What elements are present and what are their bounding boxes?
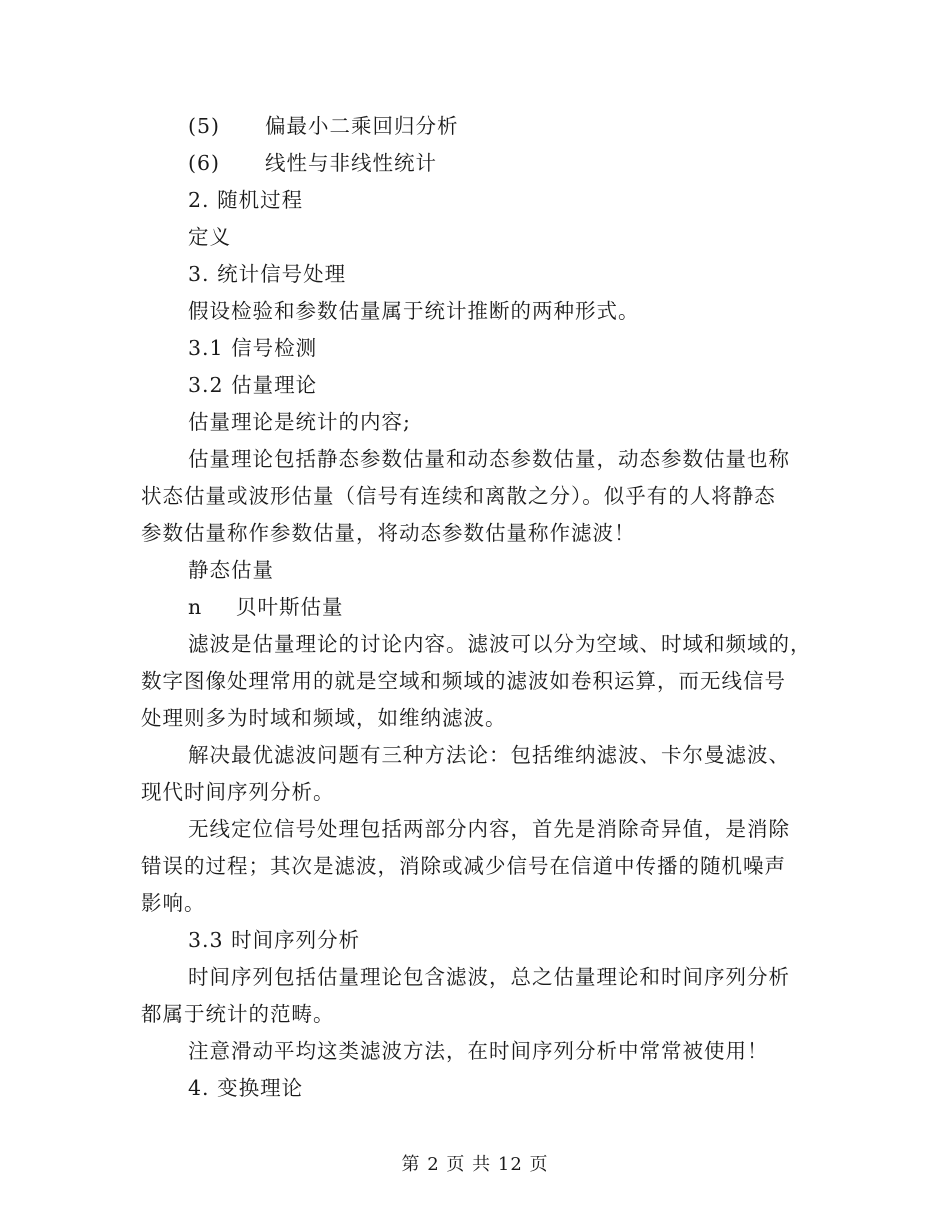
paragraph-line: 解决最优滤波问题有三种方法论：包括维纳滤波、卡尔曼滤波、 <box>188 743 790 767</box>
section-heading: 2. 随机过程 <box>188 188 304 212</box>
paragraph-line: 无线定位信号处理包括两部分内容，首先是消除奇异值，是消除 <box>188 817 790 841</box>
footer-suffix: 页 <box>529 1154 549 1175</box>
total-page-count: 12 <box>497 1154 523 1175</box>
paragraph-line: 影响。 <box>141 891 206 915</box>
subsection-heading: 3.1 信号检测 <box>188 336 318 360</box>
subsection-heading: 3.3 时间序列分析 <box>188 928 361 952</box>
paragraph-line: 现代时间序列分析。 <box>141 780 335 804</box>
paragraph-line: 处理则多为时域和频域，如维纳滤波。 <box>141 706 507 730</box>
subsection-heading: 3.2 估量理论 <box>188 373 318 397</box>
list-text: 偏最小二乘回归分析 <box>265 114 459 138</box>
paragraph-line: 时间序列包括估量理论包含滤波，总之估量理论和时间序列分析 <box>188 965 790 989</box>
list-item <box>188 150 437 176</box>
paragraph: 静态估量 <box>188 558 274 582</box>
paragraph-line: 状态估量或波形估量（信号有连续和离散之分）。似乎有的人将静态 <box>141 484 776 508</box>
current-page-number: 2 <box>427 1154 440 1175</box>
paragraph: 注意滑动平均这类滤波方法，在时间序列分析中常常被使用！ <box>188 1039 769 1063</box>
list-item <box>188 113 459 139</box>
paragraph-line: 数字图像处理常用的就是空域和频域的滤波如卷积运算，而无线信号 <box>141 669 786 693</box>
list-number: (6) <box>188 151 221 175</box>
paragraph: 假设检验和参数估量属于统计推断的两种形式。 <box>188 299 640 323</box>
list-text: 贝叶斯估量 <box>236 595 344 619</box>
section-heading: 3. 统计信号处理 <box>188 262 347 286</box>
page-footer <box>0 1153 950 1177</box>
paragraph-line: 错误的过程；其次是滤波，消除或减少信号在信道中传播的随机噪声 <box>141 854 786 878</box>
list-text: 线性与非线性统计 <box>265 151 437 175</box>
bullet-marker: n <box>188 595 203 619</box>
paragraph: 定义 <box>188 225 231 249</box>
paragraph-line: 滤波是估量理论的讨论内容。滤波可以分为空域、时域和频域的， <box>188 632 812 656</box>
section-heading: 4. 变换理论 <box>188 1076 304 1100</box>
paragraph: 估量理论是统计的内容; <box>188 410 411 434</box>
list-item <box>188 594 344 620</box>
paragraph-line: 参数估量称作参数估量，将动态参数估量称作滤波！ <box>141 521 636 545</box>
footer-middle: 页 共 <box>446 1154 492 1175</box>
list-number: (5) <box>188 114 221 138</box>
footer-prefix: 第 <box>401 1154 421 1175</box>
paragraph-line: 都属于统计的范畴。 <box>141 1002 335 1026</box>
paragraph-line: 估量理论包括静态参数估量和动态参数估量，动态参数估量也称 <box>188 447 790 471</box>
